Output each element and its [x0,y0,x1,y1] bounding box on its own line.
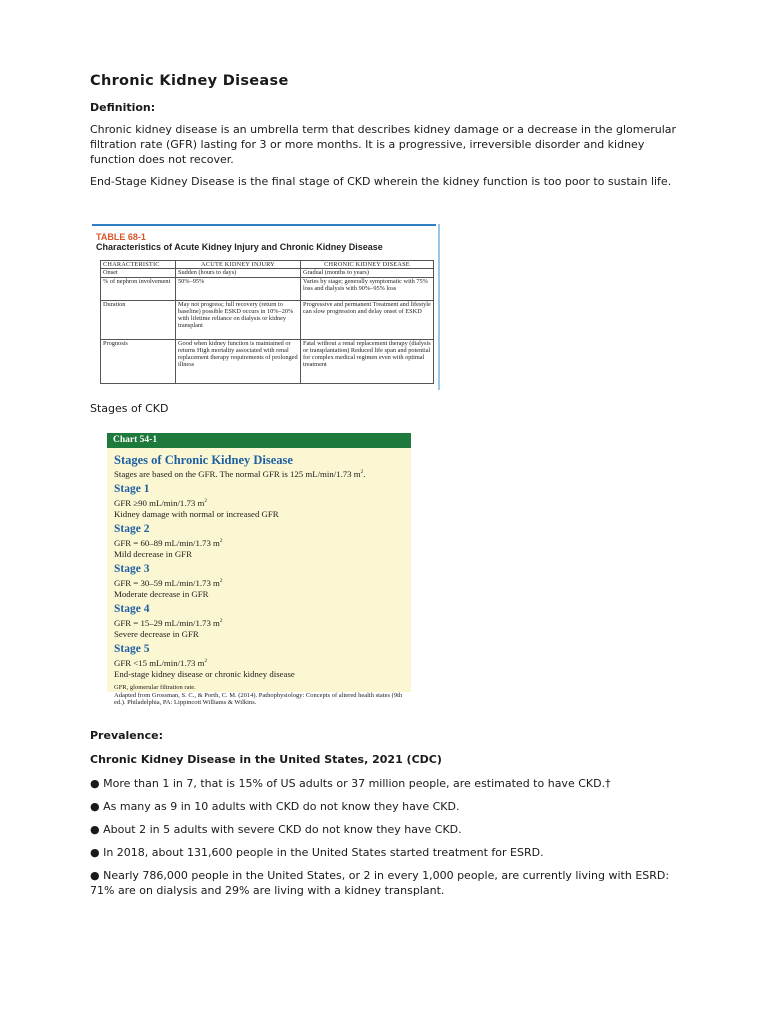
table-cell: Good when kidney function is maintained or returns High mortality associated with renal replacement therapy requirements of prolonged illness [176,339,301,383]
ckd-aki-table [100,260,434,384]
stage-gfr [114,656,408,668]
chart-54-1-image [107,433,411,707]
stage-name: Stage 2 [114,523,150,536]
table-row [101,339,434,383]
table-cell: Progressive and permanent Treatment and lifestyle can slow progression and delay onset of ESKD [301,300,434,339]
stage-description: Moderate decrease in GFR [114,588,209,599]
chart-title: Stages of Chronic Kidney Disease [114,453,293,467]
definition-paragraph: Chronic kidney disease is an umbrella term that describes kidney damage or a decrease in the glomerular filtration rate (GFR) lasting for 3 or more months. It is a progressive, irreversible disorder and kidney function does not recover. [90,123,677,166]
table-caption: Characteristics of Acute Kidney Injury and Chronic Kidney Disease [96,242,383,252]
table-side-rule [438,224,440,390]
list-item: ● Nearly 786,000 people in the United States, or 2 in every 1,000 people, are currently living with ESRD: 71% are on dialysis and 29% are living with a kidney transplant. [90,869,670,897]
table-row [101,300,434,339]
superscript: 2 [204,658,208,665]
stage-gfr [114,536,408,548]
table-number: TABLE 68-1 [96,232,146,242]
document-title: Chronic Kidney Disease [90,73,289,89]
chart-footnote-abbrev: GFR, glomerular filtration rate. [114,684,196,692]
table-cell: Duration [101,300,176,339]
table-cell: Varies by stage; generally symptomatic with 75% loss and dialysis with 90%–95% loss [301,277,434,300]
list-item: ● In 2018, about 131,600 people in the United States started treatment for ESRD. [90,846,544,859]
table-cell: % of nephron involvement [101,277,176,300]
stage-description: Kidney damage with normal or increased GFR [114,508,279,519]
table-header-cell: CHARACTERISTIC [101,261,176,269]
table-row [101,269,434,277]
definition-heading: Definition: [90,101,156,114]
stage-gfr-text: GFR = 30–59 mL/min/1.73 m [114,578,220,589]
chart-intro-text: Stages are based on the GFR. The normal GFR is 125 mL/min/1.73 m [114,468,361,479]
table-row [101,277,434,300]
table-cell: Gradual (months to years) [301,269,434,277]
table-header-row [101,261,434,269]
table-header-cell: ACUTE KIDNEY INJURY [176,261,301,269]
chart-footnote-source: Adapted from Grossman, S. C., & Porth, C. M. (2014). Pathophysiology: Concepts of altered health states (9th ed.). Philadelphia, PA: Lippincott Williams & Wilkins. [114,691,403,707]
table-cell: Sudden (hours to days) [176,269,301,277]
table-cell: Onset [101,269,176,277]
table-cell: 50%–95% [176,277,301,300]
chart-intro [114,467,408,479]
superscript: 2 [360,469,364,475]
superscript: 2 [219,578,223,585]
stage-gfr [114,576,408,588]
eskd-paragraph: End-Stage Kidney Disease is the final stage of CKD wherein the kidney function is too poor to sustain life. [90,175,672,188]
table-cell: Prognosis [101,339,176,383]
table-68-1-image [92,224,440,390]
superscript: 2 [219,538,223,545]
stage-description: End-stage kidney disease or chronic kidney disease [114,668,295,679]
stage-name: Stage 4 [114,603,150,616]
stage-gfr-text: GFR <15 mL/min/1.73 m [114,658,205,669]
superscript: 2 [204,498,208,505]
list-item: ● More than 1 in 7, that is 15% of US adults or 37 million people, are estimated to have CKD.† [90,777,611,790]
chart-header-bar [107,433,411,448]
table-top-rule [92,224,436,226]
stage-gfr-text: GFR = 15–29 mL/min/1.73 m [114,618,220,629]
stage-gfr-text: GFR = 60–89 mL/min/1.73 m [114,538,220,549]
chart-intro-end: . [363,468,366,479]
chart-label: Chart 54-1 [113,435,158,445]
stage-name: Stage 1 [114,483,150,496]
table-cell: May not progress; full recovery (return to baseline) possible ESKD occurs in 10%–20% with lifetime reliance on dialysis or kidney transplant [176,300,301,339]
prevalence-heading: Prevalence: [90,729,163,742]
stage-gfr [114,616,408,628]
chart-content [114,453,408,707]
stage-description: Mild decrease in GFR [114,548,192,559]
superscript: 2 [219,618,223,625]
table-cell: Fatal without a renal replacement therapy (dialysis or transplantation) Reduced life span and potential for complex medical regimen even with optimal treatment [301,339,434,383]
stage-gfr-text: GFR ≥90 mL/min/1.73 m [114,498,205,509]
list-item: ● About 2 in 5 adults with severe CKD do not know they have CKD. [90,823,462,836]
stages-heading: Stages of CKD [90,402,169,415]
cdc-heading: Chronic Kidney Disease in the United States, 2021 (CDC) [90,753,442,766]
list-item: ● As many as 9 in 10 adults with CKD do not know they have CKD. [90,800,460,813]
table-header-cell: CHRONIC KIDNEY DISEASE [301,261,434,269]
stage-name: Stage 5 [114,643,150,656]
stage-name: Stage 3 [114,563,150,576]
stage-gfr [114,496,408,508]
stage-description: Severe decrease in GFR [114,628,199,639]
